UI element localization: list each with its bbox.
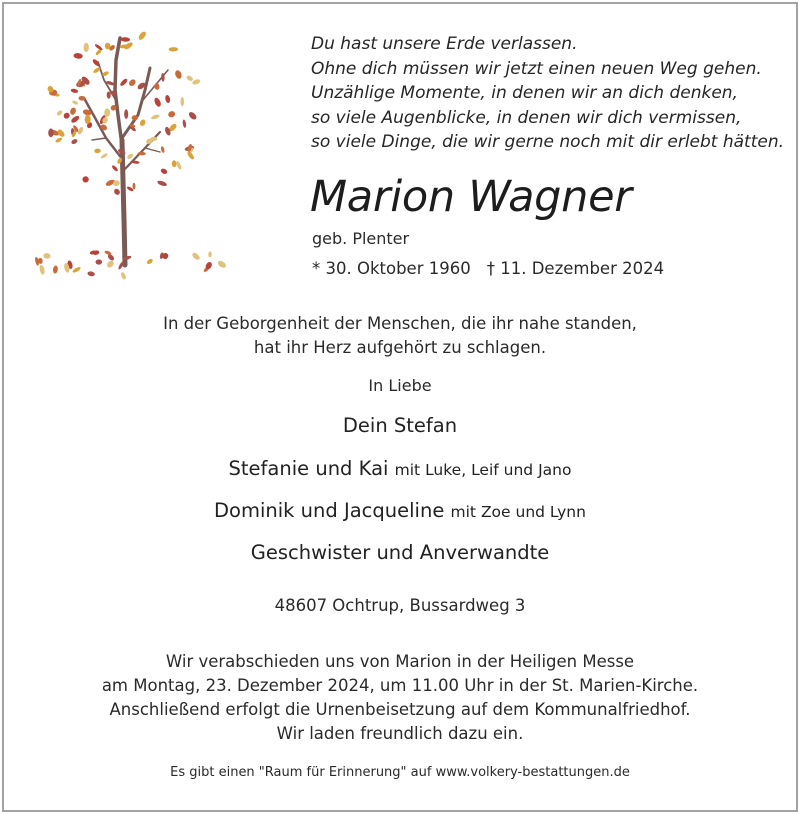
death-date: † 11. Dezember 2024 xyxy=(486,259,665,278)
leaf xyxy=(217,259,228,269)
birth-date: * 30. Oktober 1960 xyxy=(312,259,471,278)
life-dates xyxy=(312,259,664,278)
leaf xyxy=(174,69,183,79)
family-entry xyxy=(0,457,800,480)
leaf xyxy=(188,111,198,121)
leaf xyxy=(172,160,177,167)
leaf xyxy=(39,265,46,276)
family-main: Stefanie und Kai xyxy=(228,457,389,480)
family-main: Geschwister und Anverwandte xyxy=(250,541,550,564)
leaf xyxy=(175,160,182,170)
family-main: Dein Stefan xyxy=(342,414,458,437)
leaf xyxy=(106,260,115,269)
service-line: Wir laden freundlich dazu ein. xyxy=(276,724,524,743)
leaf xyxy=(43,253,51,259)
leaf xyxy=(82,176,89,183)
leaf xyxy=(71,138,79,145)
leaf xyxy=(55,137,63,144)
birth-name: geb. Plenter xyxy=(312,229,410,248)
family-main: Dominik und Jacqueline xyxy=(214,499,445,522)
intro-line: In der Geborgenheit der Menschen, die ihr nahe standen, xyxy=(163,314,637,333)
poem-line: so viele Augenblicke, in denen wir dich vermissen, xyxy=(311,107,742,128)
leaf xyxy=(56,110,63,117)
leaf xyxy=(157,180,168,187)
leaf xyxy=(94,43,103,51)
intro-line: hat ihr Herz aufgehört zu schlagen. xyxy=(253,338,547,357)
leaf xyxy=(111,164,119,172)
leaf xyxy=(83,43,89,52)
leaf xyxy=(120,37,130,42)
deceased-name: Marion Wagner xyxy=(310,172,632,222)
poem-line: Du hast unsere Erde verlassen. xyxy=(311,34,578,54)
leaf xyxy=(94,148,101,153)
poem xyxy=(311,32,785,155)
service-info xyxy=(0,650,800,746)
service-line: am Montag, 23. Dezember 2024, um 11.00 Uhr in der St. Marien-Kirche. xyxy=(101,676,699,695)
leaf xyxy=(70,88,78,93)
in-love-heading: In Liebe xyxy=(368,376,432,395)
family-sub: mit Zoe und Lynn xyxy=(450,503,586,521)
leaf xyxy=(120,271,127,280)
autumn-tree-illustration xyxy=(20,20,240,285)
leaf xyxy=(167,110,176,118)
leaf xyxy=(92,250,100,256)
leaf xyxy=(186,75,194,82)
leaf xyxy=(160,146,165,153)
leaf xyxy=(182,119,186,128)
leaf xyxy=(73,53,83,60)
leaf xyxy=(165,95,171,104)
leaf xyxy=(119,78,128,87)
leaf xyxy=(48,128,53,137)
leaf xyxy=(191,251,201,261)
leaf xyxy=(169,47,178,52)
leaf xyxy=(137,30,147,41)
leaf xyxy=(85,115,91,124)
leaf xyxy=(192,78,201,85)
family-entry xyxy=(0,541,800,564)
family-entry xyxy=(0,499,800,522)
leaf xyxy=(126,153,134,160)
leaf xyxy=(87,271,95,277)
service-line: Anschließend erfolgt die Urnenbeisetzung auf dem Kommunalfriedhof. xyxy=(109,700,691,719)
leaf xyxy=(181,97,184,106)
poem-line: Ohne dich müssen wir jetzt einen neuen Weg gehen. xyxy=(311,58,762,79)
leaf xyxy=(96,259,103,264)
leaf xyxy=(113,188,121,196)
leaf xyxy=(151,114,161,120)
family-entry xyxy=(0,414,800,437)
leaf xyxy=(100,153,108,160)
leaf xyxy=(72,100,79,106)
leaf xyxy=(128,78,137,87)
leaf xyxy=(72,266,82,274)
service-line: Wir verabschieden uns von Marion in der Heiligen Messe xyxy=(165,652,635,671)
intro-text xyxy=(0,312,800,360)
leaf xyxy=(154,83,160,91)
leaf xyxy=(146,258,154,265)
leaf xyxy=(160,168,168,175)
leaf xyxy=(208,251,212,257)
leaf xyxy=(70,115,80,124)
leaf xyxy=(62,111,70,119)
leaf xyxy=(52,265,58,274)
address: 48607 Ochtrup, Bussardweg 3 xyxy=(274,596,526,615)
footer-note: Es gibt einen "Raum für Erinnerung" auf www.volkery-bestattungen.de xyxy=(170,765,630,780)
poem-line: so viele Dinge, die wir gerne noch mit dir erlebt hätten. xyxy=(311,132,785,152)
leaf xyxy=(124,109,128,119)
leaf xyxy=(132,183,135,190)
poem-line: Unzählige Momente, in denen wir an dich denken, xyxy=(311,83,738,103)
leaf xyxy=(139,118,147,126)
leaf xyxy=(69,107,77,116)
family-sub: mit Luke, Leif und Jano xyxy=(394,461,572,479)
leaf xyxy=(153,97,162,108)
